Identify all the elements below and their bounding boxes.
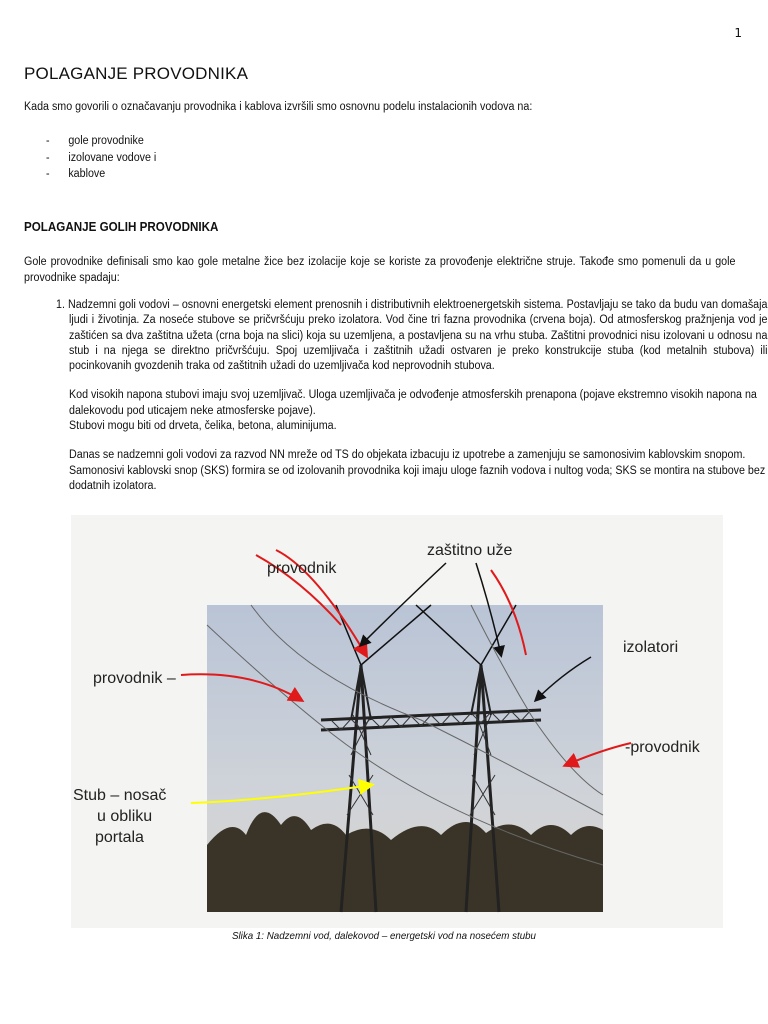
label-stub-line-3: portala: [95, 829, 144, 846]
page-number: 1: [734, 26, 742, 40]
sks-paragraph: Danas se nadzemni goli vodovi za razvod NN mreže od TS do objekata izbacuju iz upotrebe a zamenjuju se samonosivim kablovskim snopom. Samonosivi kablovski snop (SKS) formira se od izolovanih provodnika koji imaju uloge faznih vodova i nultog voda; SKS se montira na stubove bez dodatnih izolatora.: [69, 449, 766, 492]
list-item: - kablove: [46, 166, 156, 183]
figure-caption: Slika 1: Nadzemni vod, dalekovod – energetski vod na nosećem stubu: [232, 930, 536, 942]
figure-svg: [71, 515, 723, 928]
transmission-tower-figure: [71, 515, 723, 928]
conductor-types-list: [46, 133, 165, 183]
numbered-item-block: [56, 298, 767, 508]
intro-paragraph: Kada smo govorili o označavanju provodnika i kablova izvršili smo osnovnu podelu instalacionih vodova na:: [24, 101, 533, 113]
label-zastitno-uze: zaštitno uže: [427, 542, 513, 559]
section-intro: Gole provodnike definisali smo kao gole metalne žice bez izolacije koje se koriste za provođenje električne struje. Takođe smo pomenuli da u gole provodnike spadaju:: [24, 256, 736, 284]
page-title: POLAGANJE PROVODNIKA: [24, 64, 249, 83]
label-izolatori: izolatori: [623, 639, 679, 656]
section-title: POLAGANJE GOLIH PROVODNIKA: [24, 220, 219, 234]
pole-material-text: Stubovi mogu biti od drveta, čelika, betona, aluminijuma.: [69, 420, 337, 433]
grounding-text: Kod visokih napona stubovi imaju svoj uzemljivač. Uloga uzemljivača je odvođenje atmosferskih prenapona (pojave ekstremno visokih napona na dalekovodu pod uticajem neke atmosferske pojave).: [69, 389, 757, 417]
label-provodnik-top: provodnik: [267, 560, 337, 577]
grounding-paragraph: [56, 388, 767, 434]
label-stub-line-1: Stub – nosač: [73, 787, 167, 804]
label-provodnik-left: provodnik –: [93, 670, 176, 687]
label-provodnik-right: -provodnik: [625, 739, 700, 756]
list-item: - izolovane vodove i: [46, 150, 156, 167]
list-item: - gole provodnike: [46, 133, 156, 150]
label-stub-line-2: u obliku: [97, 808, 153, 825]
numbered-item-1: 1. Nadzemni goli vodovi – osnovni energetski element prenosnih i distributivnih elektroenergetskih sistema. Postavljaju se tako da budu van domašaja ljudi i životinja. Za noseće stubove se pričvršćuju preko izolatora. Vod čine tri fazna provodnika (crvena boja). Od atmosferskog pražnjenja vod je zaštićen sa dva zaštitna užeta (crna boja na slici) koja su uzemljena, a postavljena su na vrhu stuba. Zaštitni provodnici nisu izolovani u odnosu na stub i na njega se direktno pričvršćuju. Spoj uzemljivača i zaštitnih užadi ostvaren je preko konstrukcije stuba (kod metalnih stubova) ili pocinkovanih gvozdenih traka od zaštitnih užadi do uzemljivača kod neprovodnih stubova.: [56, 299, 768, 373]
